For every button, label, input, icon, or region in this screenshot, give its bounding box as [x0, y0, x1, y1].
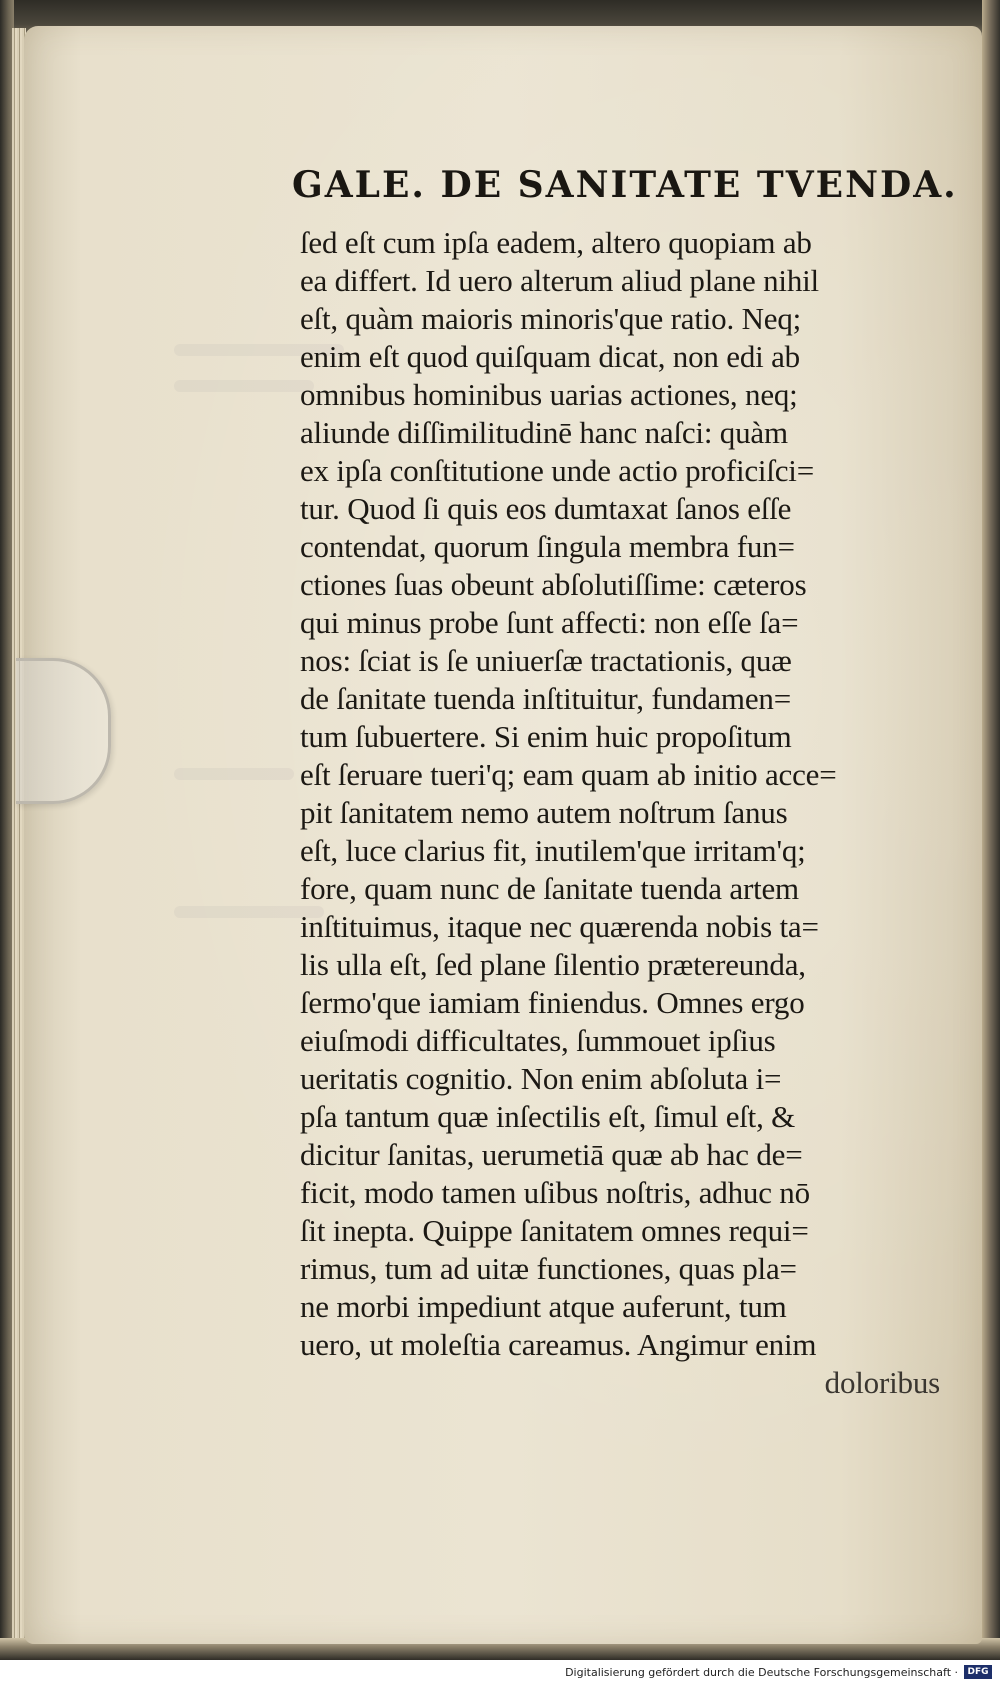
text-line: contendat, quorum ſingula membra fun=: [300, 529, 795, 564]
text-line: eſt, quàm maioris minoris'que ratio. Neq;: [300, 301, 802, 336]
text-line: rimus, tum ad uitæ functiones, quas pla=: [300, 1251, 797, 1286]
right-page-edge: [982, 0, 1000, 1660]
running-head: GALE. DE SANITATE TVENDA.: [292, 164, 958, 206]
text-block: [300, 224, 952, 1402]
text-line: ſed eſt cum ipſa eadem, altero quopiam ab: [300, 225, 812, 260]
text-line: de ſanitate tuenda inſtituitur, fundamen=: [300, 681, 791, 716]
text-line: ea differt. Id uero alterum aliud plane nihil: [300, 263, 819, 298]
text-line: eiuſmodi difficultates, ſummouet ipſius: [300, 1023, 776, 1058]
text-line: eſt, luce clarius fit, inutilem'que irritam'q;: [300, 833, 806, 868]
text-line: eſt ſeruare tueri'q; eam quam ab initio acce=: [300, 757, 837, 792]
show-through-mark: [174, 380, 314, 392]
text-line: ſit inepta. Quippe ſanitatem omnes requi=: [300, 1213, 809, 1248]
text-line: omnibus hominibus uarias actiones, neq;: [300, 377, 798, 412]
text-line: ſermo'que iamiam finiendus. Omnes ergo: [300, 985, 805, 1020]
text-line: tur. Quod ſi quis eos dumtaxat ſanos eſſe: [300, 491, 792, 526]
text-line: qui minus probe ſunt affecti: non eſſe ſa=: [300, 605, 799, 640]
text-line: ficit, modo tamen uſibus noſtris, adhuc nō: [300, 1175, 810, 1210]
text-line: enim eſt quod quiſquam dicat, non edi ab: [300, 339, 800, 374]
book-page: [24, 26, 982, 1644]
show-through-mark: [174, 768, 294, 780]
text-line: fore, quam nunc de ſanitate tuenda artem: [300, 871, 799, 906]
text-line: nos: ſciat is ſe uniuerſæ tractationis, quæ: [300, 643, 792, 678]
text-line: pſa tantum quæ inſectilis eſt, ſimul eſt, &: [300, 1099, 796, 1134]
text-line: ueritatis cognitio. Non enim abſoluta i=: [300, 1061, 782, 1096]
text-line: aliunde diſſimilitudinē hanc naſci: quàm: [300, 415, 788, 450]
page-clip: [16, 658, 111, 804]
text-line: lis ulla eſt, ſed plane ſilentio prætereunda,: [300, 947, 806, 982]
text-line: ex ipſa conſtitutione unde actio proficiſci=: [300, 453, 814, 488]
text-line: ctiones ſuas obeunt abſolutiſſime: cæteros: [300, 567, 807, 602]
catchword: doloribus: [824, 1365, 940, 1400]
dfg-logo-icon: DFG: [964, 1665, 992, 1679]
text-line: uero, ut moleſtia careamus. Angimur enim: [300, 1327, 817, 1362]
text-line: ne morbi impediunt atque auferunt, tum: [300, 1289, 787, 1324]
text-line: inſtituimus, itaque nec quærenda nobis ta=: [300, 909, 819, 944]
text-line: pit ſanitatem nemo autem noſtrum ſanus: [300, 795, 788, 830]
text-line: tum ſubuertere. Si enim huic propoſitum: [300, 719, 792, 754]
funding-credit: Digitalisierung gefördert durch die Deutsche Forschungsgemeinschaft ·: [565, 1666, 958, 1679]
footer-bar: [0, 1660, 1000, 1685]
text-line: dicitur ſanitas, uerumetiā quæ ab hac de=: [300, 1137, 803, 1172]
